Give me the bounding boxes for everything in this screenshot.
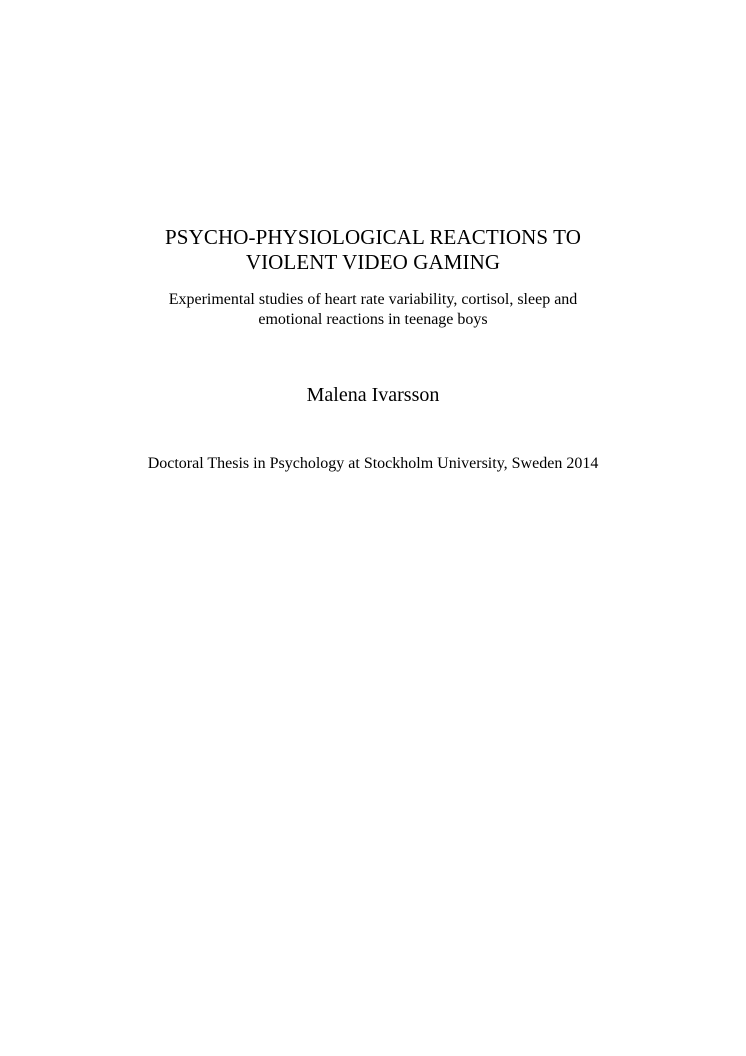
thesis-subtitle-line-1: Experimental studies of heart rate variability, cortisol, sleep and	[168, 291, 578, 308]
thesis-subtitle	[0, 290, 746, 330]
thesis-title	[0, 225, 746, 275]
author-name: Malena Ivarsson	[306, 384, 440, 406]
thesis-title-line-1: PSYCHO-PHYSIOLOGICAL REACTIONS TO	[165, 225, 581, 249]
thesis-title-line-2: VIOLENT VIDEO GAMING	[245, 250, 501, 274]
thesis-subtitle-line-2: emotional reactions in teenage boys	[258, 311, 488, 328]
thesis-affiliation: Doctoral Thesis in Psychology at Stockholm University, Sweden 2014	[147, 455, 599, 472]
